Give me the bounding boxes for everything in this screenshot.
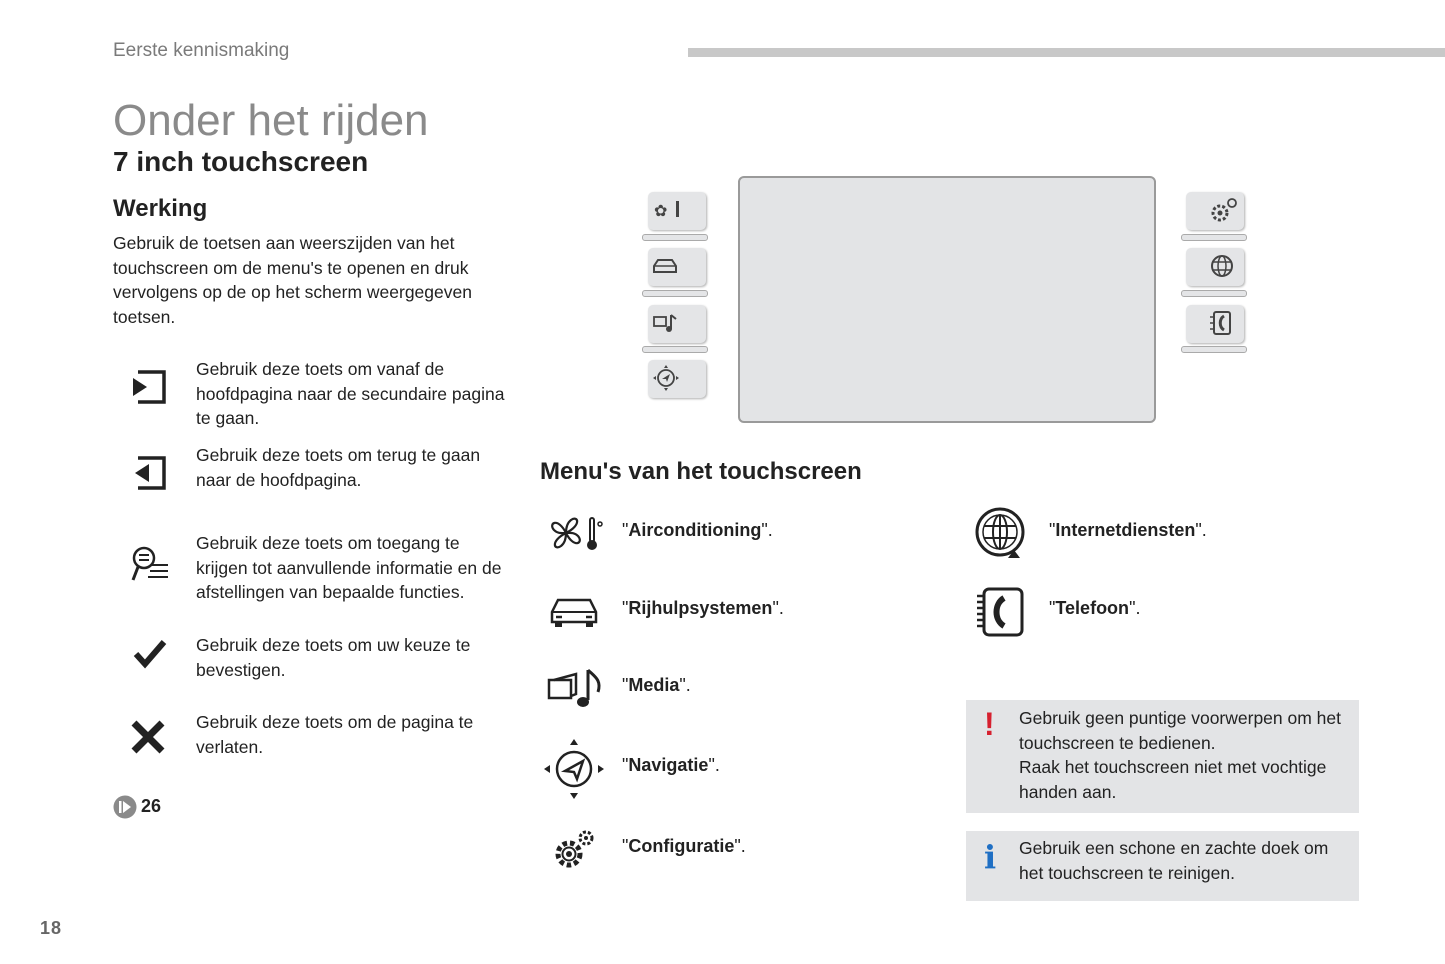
side-button-phone (1186, 305, 1244, 343)
page-number: 18 (40, 918, 63, 938)
internet-icon (1186, 248, 1244, 286)
side-bar (642, 290, 708, 297)
page-reference-number[interactable]: 26 (141, 796, 162, 816)
internet-icon (974, 506, 1028, 569)
warning-icon: ! (984, 706, 995, 742)
warning-text (1019, 706, 1354, 804)
header-bar (688, 48, 1445, 57)
navigation-icon (648, 360, 706, 398)
car-icon (648, 248, 706, 286)
side-bar (642, 234, 708, 241)
page-reference-icon[interactable] (113, 795, 137, 824)
navigation-icon (542, 737, 606, 806)
side-bar (1181, 234, 1247, 241)
settings-icon (1186, 192, 1244, 230)
key-desc-secondary: Gebruik deze toets om vanaf de hoofdpagina naar de secundaire pagina te gaan. (196, 359, 505, 428)
phone-icon (1186, 305, 1244, 343)
phone-icon (974, 586, 1028, 645)
menu-telefoon: "Telefoon". (1049, 598, 1141, 618)
menu-rijhulpsystemen: "Rijhulpsystemen". (622, 598, 784, 618)
warning-line-1: Gebruik geen puntige voorwerpen om het touchscreen te bedienen. (1019, 708, 1342, 753)
side-bar (1181, 290, 1247, 297)
section-title: Eerste kennismaking (113, 40, 290, 61)
side-bar (1181, 346, 1247, 353)
menu-media: "Media". (622, 675, 691, 695)
side-button-airco (648, 192, 706, 230)
info-settings-icon (130, 543, 170, 583)
key-desc-check: Gebruik deze toets om uw keuze te bevestigen. (196, 635, 471, 680)
close-icon (128, 717, 168, 757)
side-button-media (648, 305, 706, 343)
menu-configuratie: "Configuratie". (622, 836, 746, 856)
info-text: Gebruik een schone en zachte doek om het touchscreen te reinigen. (1019, 838, 1329, 883)
main-page-icon (130, 453, 170, 493)
check-icon (130, 634, 170, 674)
side-bar (642, 346, 708, 353)
key-desc-close: Gebruik deze toets om de pagina te verlaten. (196, 712, 474, 757)
airconditioning-icon (548, 513, 604, 558)
werking-intro: Gebruik de toetsen aan weerszijden van het touchscreen om de menu's te openen en druk vervolgens op de op het scherm weergegeven toetsen. (113, 233, 472, 327)
menu-navigatie: "Navigatie". (622, 755, 720, 775)
svg-text:✿: ✿ (654, 201, 668, 220)
airconditioning-icon (648, 192, 706, 230)
menus-heading: Menu's van het touchscreen (540, 458, 862, 485)
touchscreen-display (738, 176, 1156, 423)
menu-internetdiensten: "Internetdiensten". (1049, 520, 1207, 540)
media-icon (546, 666, 606, 717)
page-subtitle: 7 inch touchscreen (113, 146, 369, 177)
side-button-config (1186, 192, 1244, 230)
media-icon (648, 305, 706, 343)
key-desc-main: Gebruik deze toets om terug te gaan naar de hoofdpagina. (196, 445, 481, 490)
secondary-page-icon (130, 367, 170, 407)
menu-airconditioning: "Airconditioning". (622, 520, 773, 540)
page-title: Onder het rijden (113, 96, 429, 145)
key-desc-info: Gebruik deze toets om toegang te krijgen tot aanvullende informatie en de afstellingen van bepaalde functies. (196, 533, 502, 602)
info-icon: i (984, 838, 997, 876)
car-icon (548, 592, 602, 635)
werking-heading: Werking (113, 195, 208, 222)
side-button-nav (648, 360, 706, 398)
side-button-internet (1186, 248, 1244, 286)
side-button-car (648, 248, 706, 286)
warning-line-2: Raak het touchscreen niet met vochtige handen aan. (1019, 757, 1327, 802)
settings-icon (550, 826, 598, 877)
